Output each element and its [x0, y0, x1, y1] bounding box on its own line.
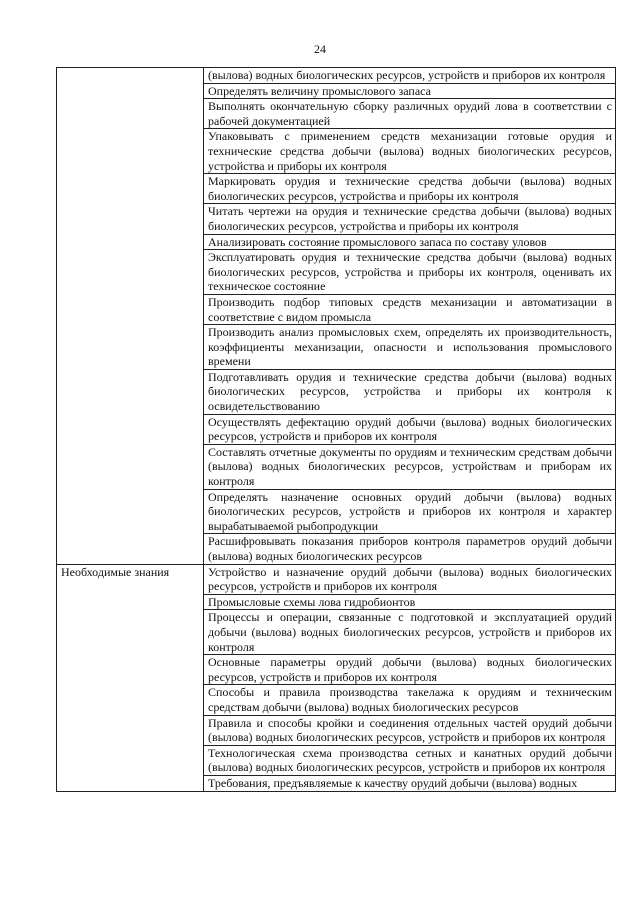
section-label: Необходимые знания	[57, 564, 204, 791]
requirement-item: Основные параметры орудий добычи (вылова) водных биологических ресурсов, устройств и приборов их контроля	[204, 655, 616, 685]
requirement-item: Правила и способы кройки и соединения отдельных частей орудий добычи (вылова) водных биологических ресурсов, устройств и приборов их контроля	[204, 715, 616, 745]
competency-table-body	[57, 68, 616, 792]
requirement-item: Выполнять окончательную сборку различных орудий лова в соответствии с рабочей документацией	[204, 99, 616, 129]
requirement-item: Производить подбор типовых средств механизации и автоматизации в соответствие с видом промысла	[204, 294, 616, 324]
requirement-item: Процессы и операции, связанные с подготовкой и эксплуатацией орудий добычи (вылова) водных биологических ресурсов, устройств и приборов их контроля	[204, 610, 616, 655]
requirement-item: Составлять отчетные документы по орудиям и техническим средствам добычи (вылова) водных биологических ресурсов, устройствам и приборам их контроля	[204, 444, 616, 489]
table-row	[57, 68, 616, 84]
section-label	[57, 68, 204, 565]
requirement-item: Упаковывать с применением средств механизации готовые орудия и технические средства добычи (вылова) водных биологических ресурсов, устройства и приборы их контроля	[204, 129, 616, 174]
requirement-item: Расшифровывать показания приборов контроля параметров орудий добычи (вылова) водных биологических ресурсов	[204, 534, 616, 564]
requirement-item: Анализировать состояние промыслового запаса по составу уловов	[204, 234, 616, 250]
requirement-item: Технологическая схема производства сетных и канатных орудий добычи (вылова) водных биологических ресурсов, устройств и приборов их контроля	[204, 745, 616, 775]
requirement-item: Подготавливать орудия и технические средства добычи (вылова) водных биологических ресурсов, устройства и приборы их контроля к освидетельствованию	[204, 369, 616, 414]
requirement-item: Читать чертежи на орудия и технические средства добычи (вылова) водных биологических ресурсов, устройства и приборы их контроля	[204, 204, 616, 234]
requirement-item: Требования, предъявляемые к качеству орудий добычи (вылова) водных	[204, 775, 616, 791]
requirement-item: Определять величину промыслового запаса	[204, 83, 616, 99]
requirement-item: Маркировать орудия и технические средства добычи (вылова) водных биологических ресурсов, устройства и приборы их контроля	[204, 174, 616, 204]
requirement-item: Эксплуатировать орудия и технические средства добычи (вылова) водных биологических ресурсов, устройства и приборы их контроля, оценивать их техническое состояние	[204, 250, 616, 295]
page-number: 24	[314, 42, 326, 56]
requirement-item: Промысловые схемы лова гидробионтов	[204, 594, 616, 610]
requirement-item: Способы и правила производства такелажа к орудиям и техническим средствам добычи (вылова) водных биологических ресурсов	[204, 685, 616, 715]
requirement-item: Производить анализ промысловых схем, определять их производительность, коэффициенты механизации, опасности и использования промыслового времени	[204, 325, 616, 370]
requirement-item: Определять назначение основных орудий добычи (вылова) водных биологических ресурсов, устройств и приборов их контроля и характер вырабатываемой рыбопродукции	[204, 489, 616, 534]
requirement-item: (вылова) водных биологических ресурсов, устройств и приборов их контроля	[204, 68, 616, 84]
requirement-item: Устройство и назначение орудий добычи (вылова) водных биологических ресурсов, устройств и приборов их контроля	[204, 564, 616, 594]
requirement-item: Осуществлять дефектацию орудий добычи (вылова) водных биологических ресурсов, устройств и приборов их контроля	[204, 414, 616, 444]
competency-table	[56, 67, 616, 792]
table-row	[57, 564, 616, 594]
